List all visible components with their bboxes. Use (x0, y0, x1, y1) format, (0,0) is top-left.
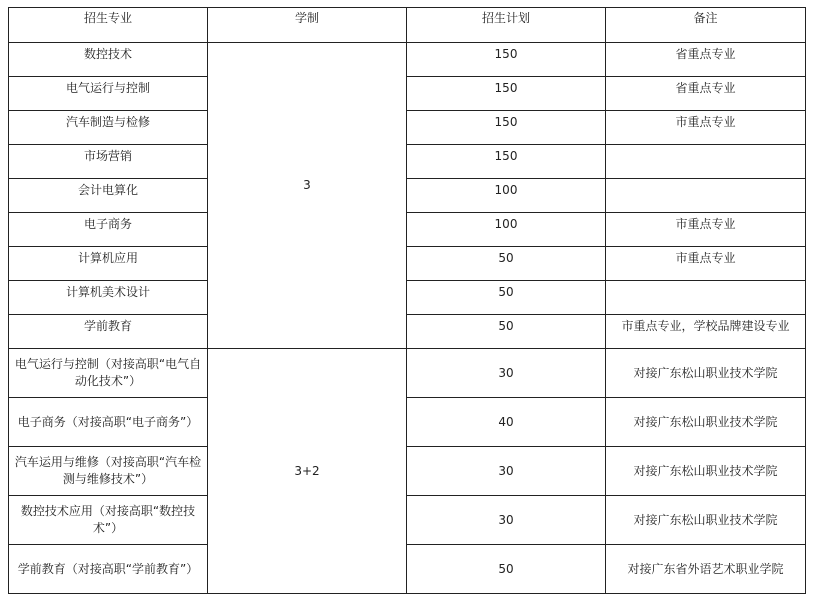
plan-cell: 30 (407, 447, 606, 496)
note-cell: 对接广东松山职业技术学院 (606, 447, 806, 496)
note-cell (606, 179, 806, 213)
header-note: 备注 (606, 8, 806, 43)
table-row (9, 179, 806, 213)
plan-cell: 30 (407, 496, 606, 545)
major-cell: 汽车制造与检修 (9, 111, 208, 145)
plan-cell: 150 (407, 111, 606, 145)
note-cell: 对接广东松山职业技术学院 (606, 398, 806, 447)
plan-cell: 50 (407, 247, 606, 281)
table-row (9, 213, 806, 247)
major-cell: 电子商务（对接高职“电子商务”） (9, 398, 208, 447)
duration-cell: 3+2 (208, 349, 407, 594)
major-cell: 数控技术 (9, 43, 208, 77)
note-cell: 市重点专业，学校品牌建设专业 (606, 315, 806, 349)
header-major: 招生专业 (9, 8, 208, 43)
note-cell (606, 281, 806, 315)
plan-cell: 50 (407, 545, 606, 594)
table-row (9, 349, 806, 398)
header-row (9, 8, 806, 43)
major-cell: 学前教育 (9, 315, 208, 349)
header-plan: 招生计划 (407, 8, 606, 43)
major-cell: 电气运行与控制 (9, 77, 208, 111)
table-row (9, 43, 806, 77)
duration-cell: 3 (208, 43, 407, 349)
table-row (9, 496, 806, 545)
major-cell: 学前教育（对接高职“学前教育”） (9, 545, 208, 594)
plan-cell: 100 (407, 213, 606, 247)
table-row (9, 77, 806, 111)
note-cell: 省重点专业 (606, 43, 806, 77)
table-row (9, 398, 806, 447)
enrollment-table (8, 7, 806, 594)
note-cell: 市重点专业 (606, 247, 806, 281)
note-cell: 省重点专业 (606, 77, 806, 111)
plan-cell: 40 (407, 398, 606, 447)
note-cell (606, 145, 806, 179)
header-duration: 学制 (208, 8, 407, 43)
major-cell: 电子商务 (9, 213, 208, 247)
plan-cell: 150 (407, 145, 606, 179)
table-row (9, 281, 806, 315)
table-row (9, 545, 806, 594)
note-cell: 对接广东松山职业技术学院 (606, 349, 806, 398)
plan-cell: 50 (407, 315, 606, 349)
note-cell: 市重点专业 (606, 111, 806, 145)
plan-cell: 150 (407, 77, 606, 111)
table-row (9, 145, 806, 179)
note-cell: 对接广东省外语艺术职业学院 (606, 545, 806, 594)
plan-cell: 30 (407, 349, 606, 398)
note-cell: 市重点专业 (606, 213, 806, 247)
table-row (9, 111, 806, 145)
major-cell: 市场营销 (9, 145, 208, 179)
plan-cell: 150 (407, 43, 606, 77)
table-row (9, 247, 806, 281)
major-cell: 计算机美术设计 (9, 281, 208, 315)
table-row (9, 447, 806, 496)
major-cell: 会计电算化 (9, 179, 208, 213)
major-cell: 汽车运用与维修（对接高职“汽车检测与维修技术”） (9, 447, 208, 496)
table-row (9, 315, 806, 349)
major-cell: 电气运行与控制（对接高职“电气自动化技术”） (9, 349, 208, 398)
major-cell: 数控技术应用（对接高职“数控技术”） (9, 496, 208, 545)
note-cell: 对接广东松山职业技术学院 (606, 496, 806, 545)
major-cell: 计算机应用 (9, 247, 208, 281)
plan-cell: 50 (407, 281, 606, 315)
plan-cell: 100 (407, 179, 606, 213)
